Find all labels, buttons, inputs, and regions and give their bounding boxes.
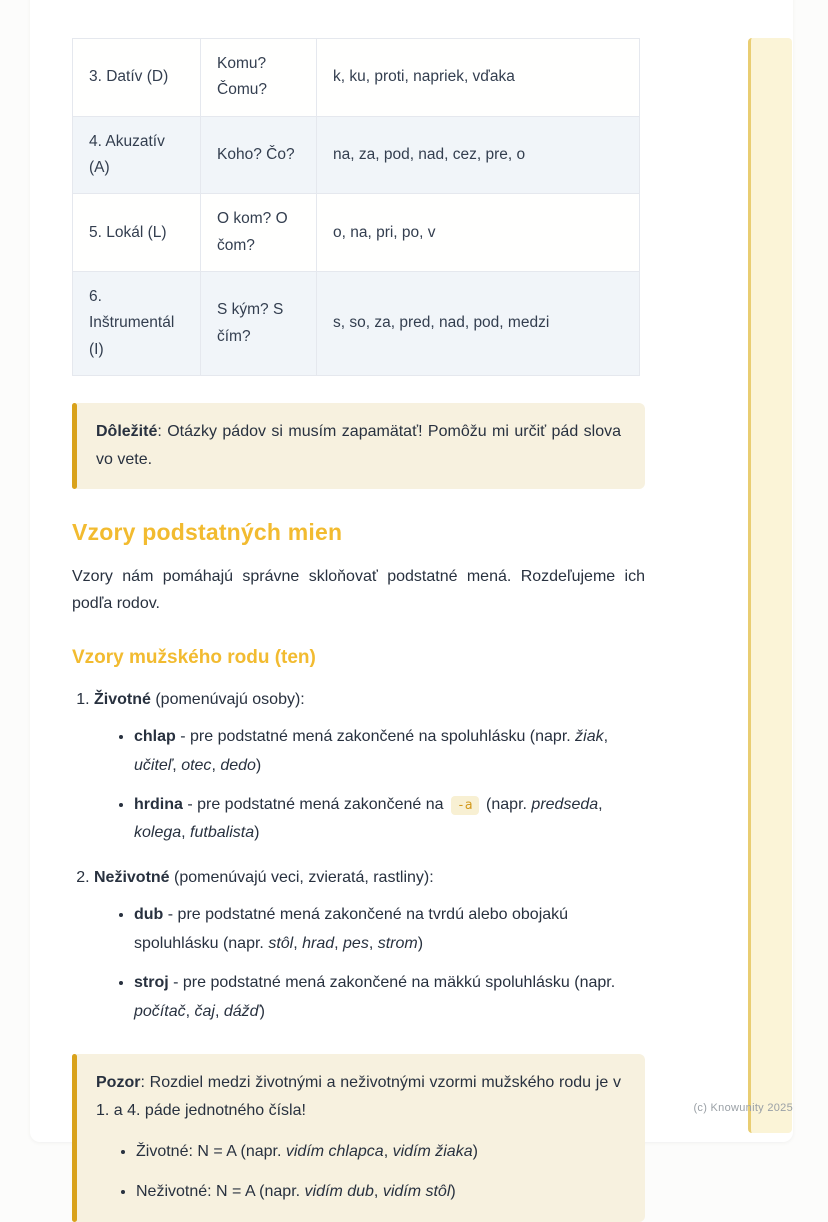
prepositions-cell: k, ku, proti, napriek, vďaka — [317, 39, 640, 117]
document-page — [30, 0, 793, 1200]
inanimate-sublist — [94, 901, 645, 1026]
intro-paragraph: Vzory nám pomáhajú správne skloňovať podstatné mená. Rozdeľujeme ich podľa rodov. — [72, 567, 645, 612]
attention-callout-list — [96, 1138, 621, 1205]
list-item: • dub - pre podstatné mená zakončené na tvrdú alebo obojakú spoluhlásku (napr. stôl, hrad, pes, strom) — [134, 901, 645, 959]
prepositions-cell: na, za, pod, nad, cez, pre, o — [317, 116, 640, 194]
question-cell: Komu? Čomu? — [201, 39, 317, 117]
prepositions-cell: o, na, pri, po, v — [317, 194, 640, 272]
subsection-heading: Vzory mužského rodu (ten) — [72, 647, 316, 669]
list-item: • Neživotné: N = A (napr. vidím dub, vidím stôl) — [136, 1178, 621, 1205]
page-edge-strip — [748, 38, 792, 1133]
list-item: • chlap - pre podstatné mená zakončené na spoluhlásku (napr. žiak, učiteľ, otec, dedo) — [134, 723, 645, 781]
case-cell: 3. Datív (D) — [73, 39, 201, 117]
content-column — [72, 38, 645, 1222]
case-cell: 4. Akuzatív (A) — [73, 116, 201, 194]
patterns-list — [72, 686, 645, 1027]
attention-callout — [72, 1054, 645, 1222]
cases-table — [72, 38, 640, 376]
animate-sublist — [94, 723, 645, 848]
question-cell: O kom? O čom? — [201, 194, 317, 272]
table-row — [73, 272, 640, 376]
list-item: • hrdina - pre podstatné mená zakončené na -a (napr. predseda, kolega, futbalista) — [134, 791, 645, 849]
question-cell: Koho? Čo? — [201, 116, 317, 194]
table-row — [73, 116, 640, 194]
list-item-inanimate — [94, 864, 645, 1026]
question-cell: S kým? S čím? — [201, 272, 317, 376]
case-cell: 6. Inštrumentál (I) — [73, 272, 201, 376]
case-cell: 5. Lokál (L) — [73, 194, 201, 272]
list-item-label: Životné (pomenúvajú osoby): — [94, 690, 305, 708]
cases-table-body — [73, 39, 640, 376]
important-callout — [72, 403, 645, 489]
list-item-label: Neživotné (pomenúvajú veci, zvieratá, rastliny): — [94, 869, 434, 887]
important-callout-text: Dôležité: Otázky pádov si musím zapamätať! Pomôžu mi určiť pád slova vo vete. — [96, 423, 621, 469]
list-item: • stroj - pre podstatné mená zakončené na mäkkú spoluhlásku (napr. počítač, čaj, dážď) — [134, 969, 645, 1027]
section-heading: Vzory podstatných mien — [72, 519, 343, 546]
list-item: • Životné: N = A (napr. vidím chlapca, vidím žiaka) — [136, 1138, 621, 1165]
table-row — [73, 39, 640, 117]
table-row — [73, 194, 640, 272]
list-item-animate — [94, 686, 645, 848]
attention-callout-text: Pozor: Rozdiel medzi životnými a neživotnými vzormi mužského rodu je v 1. a 4. páde jednotného čísla! — [96, 1073, 621, 1119]
watermark: (c) Knowunity 2025 — [693, 1102, 793, 1114]
prepositions-cell: s, so, za, pred, nad, pod, medzi — [317, 272, 640, 376]
